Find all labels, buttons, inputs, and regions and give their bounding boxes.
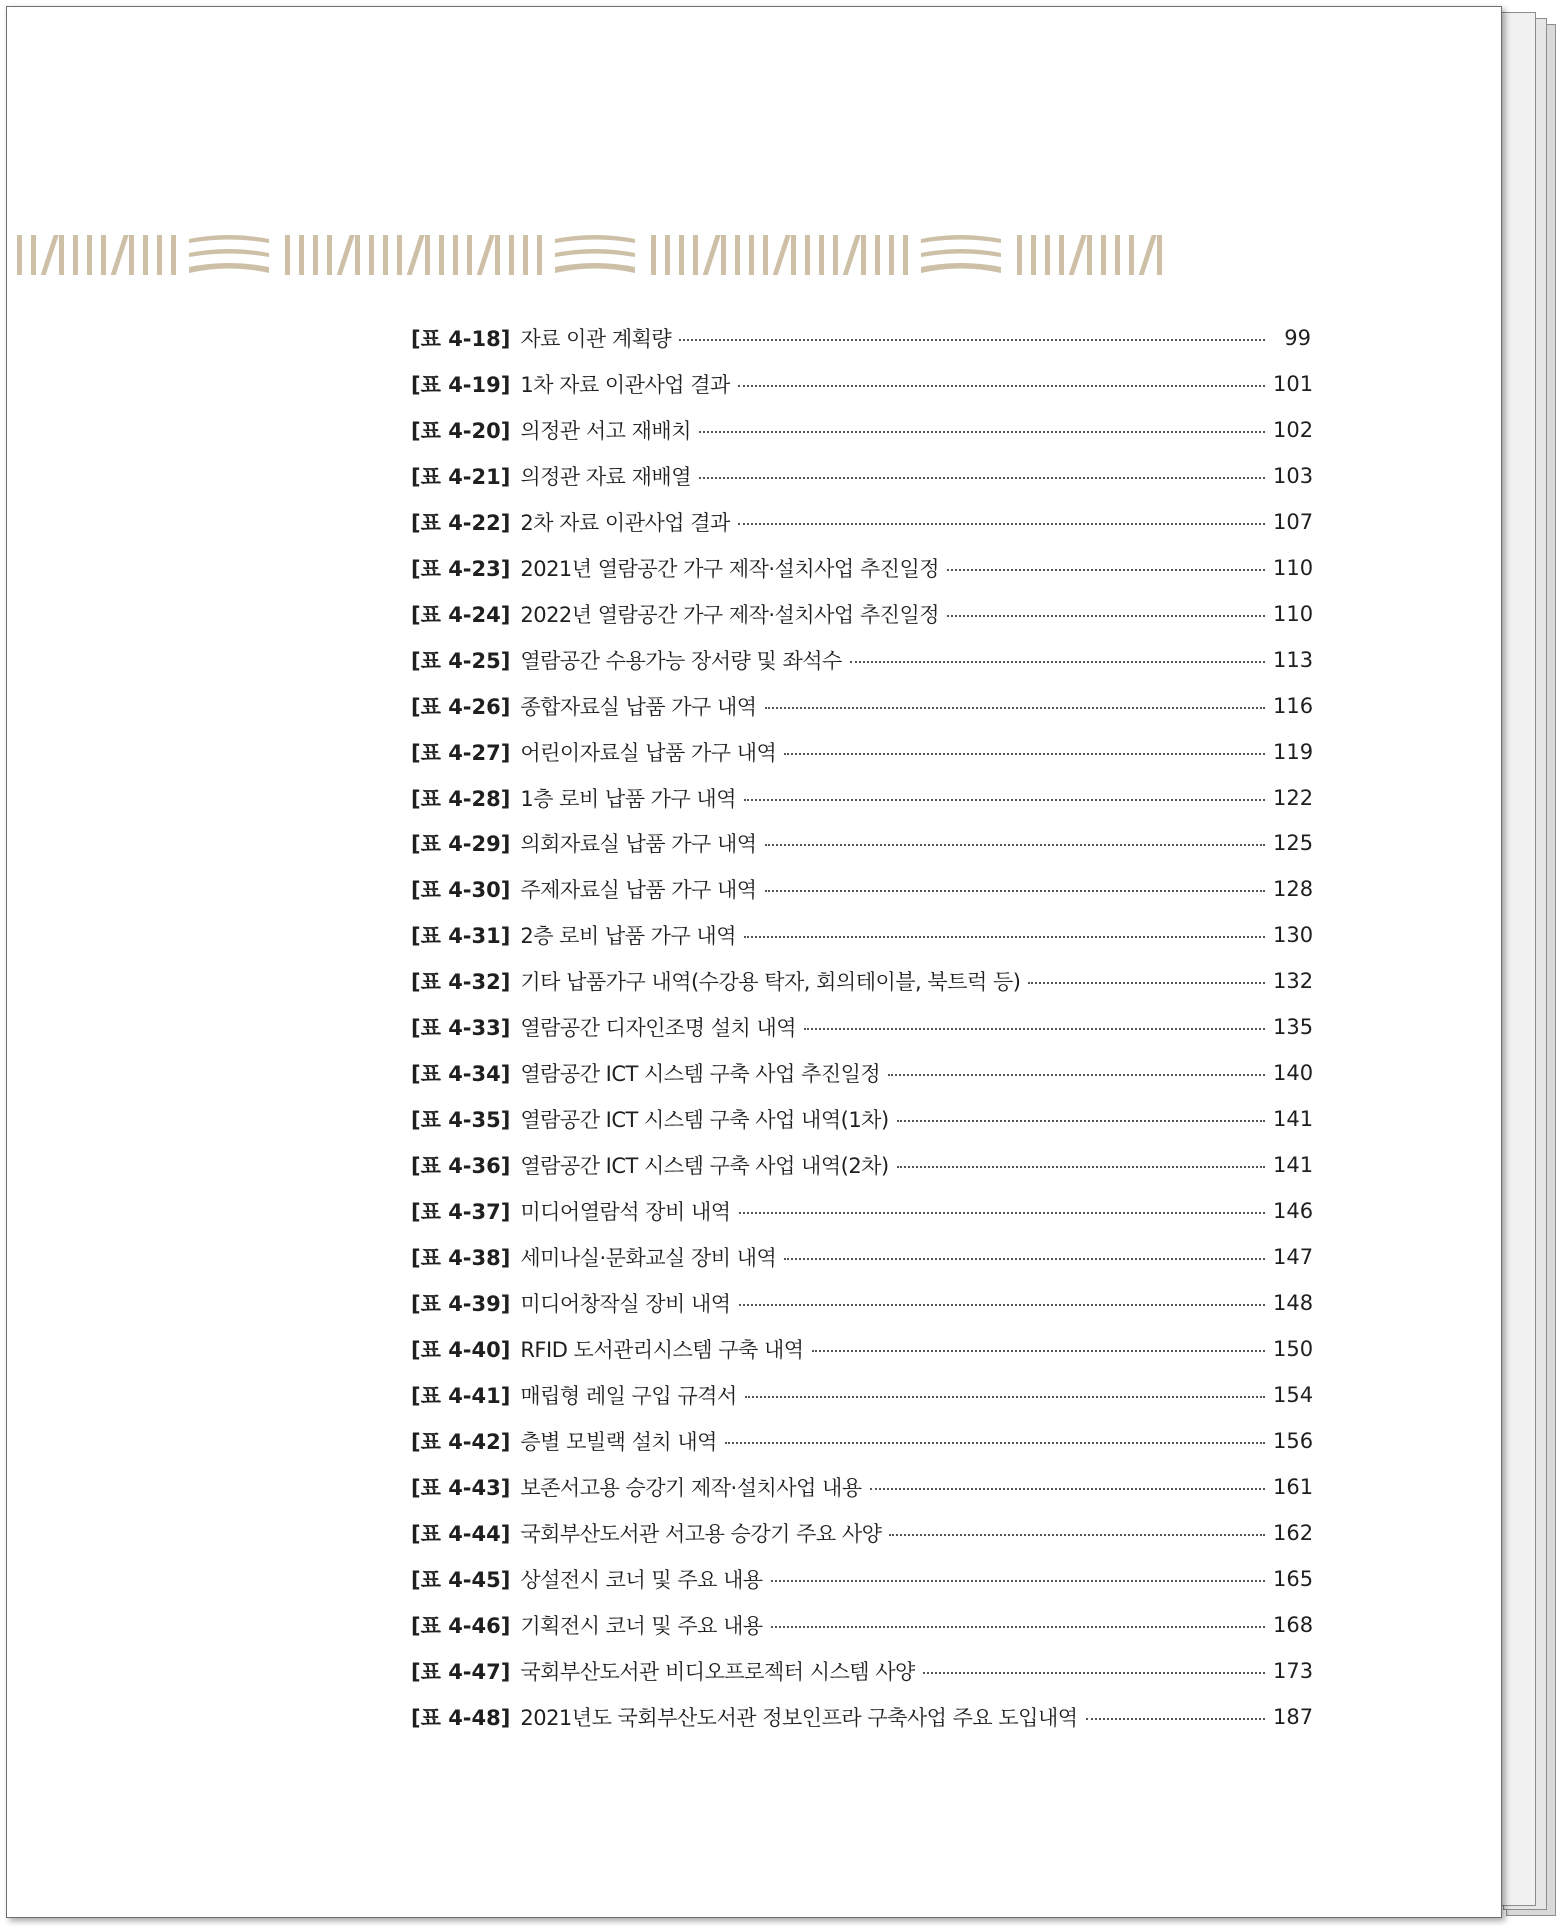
dot-leader — [739, 1212, 1265, 1214]
pattern-stroke — [439, 235, 444, 275]
pattern-stroke — [1017, 235, 1022, 275]
pattern-stroke — [1115, 235, 1120, 275]
pattern-stroke — [861, 235, 866, 275]
pattern-stroke — [1087, 235, 1092, 275]
page-number: 130 — [1273, 923, 1314, 948]
pattern-stroke — [477, 235, 495, 275]
pattern-stroke — [369, 235, 374, 275]
pattern-stroke — [833, 235, 838, 275]
pattern-stroke — [41, 235, 59, 275]
dot-leader — [744, 936, 1265, 938]
page-number: 113 — [1273, 647, 1314, 672]
pattern-stroke — [651, 235, 656, 275]
pattern-stroke — [313, 235, 318, 275]
page-number: 173 — [1273, 1658, 1314, 1683]
pattern-stroke — [143, 235, 148, 275]
pattern-stroke — [735, 235, 740, 275]
toc-entry[interactable] — [411, 1605, 1314, 1645]
table-title: 매립형 레일 구입 규격서 — [520, 1383, 737, 1408]
toc-entry[interactable] — [411, 502, 1314, 542]
toc-entry[interactable] — [411, 1053, 1314, 1093]
table-title: 보존서고용 승강기 제작·설치사업 내용 — [520, 1475, 862, 1500]
toc-entry[interactable] — [411, 778, 1314, 818]
table-title: 상설전시 코너 및 주요 내용 — [520, 1567, 763, 1592]
pattern-stroke — [111, 235, 129, 275]
dot-leader — [812, 1350, 1265, 1352]
page-number: 146 — [1273, 1199, 1314, 1224]
table-title: 어린이자료실 납품 가구 내역 — [520, 740, 777, 765]
table-number-label: [표 4-44] — [411, 1521, 511, 1546]
pattern-stroke — [31, 235, 36, 275]
table-title: 열람공간 ICT 시스템 구축 사업 내역(2차) — [520, 1154, 889, 1179]
page-number: 110 — [1273, 601, 1314, 626]
toc-entry[interactable] — [411, 640, 1314, 680]
table-number-label: [표 4-43] — [411, 1475, 511, 1500]
toc-entry[interactable] — [411, 410, 1314, 450]
table-number-label: [표 4-28] — [411, 786, 511, 811]
toc-entry[interactable] — [411, 1099, 1314, 1139]
dot-leader — [850, 661, 1265, 663]
book-page — [6, 6, 1502, 1918]
toc-entry[interactable] — [411, 1697, 1314, 1737]
pattern-stroke — [407, 235, 425, 275]
table-title: 미디어열람석 장비 내역 — [520, 1200, 731, 1225]
dot-leader — [947, 615, 1265, 617]
table-number-label: [표 4-45] — [411, 1567, 511, 1592]
toc-entry[interactable] — [411, 961, 1314, 1001]
table-title: 의회자료실 납품 가구 내역 — [520, 832, 757, 857]
toc-entry[interactable] — [411, 1559, 1314, 1599]
pattern-stroke — [1069, 235, 1087, 275]
pattern-stroke — [425, 235, 430, 275]
dot-leader — [725, 1442, 1265, 1444]
page-number: 119 — [1273, 739, 1314, 764]
table-number-label: [표 4-26] — [411, 694, 511, 719]
pattern-stroke — [397, 235, 402, 275]
pattern-stroke — [495, 235, 500, 275]
pattern-stroke — [327, 235, 332, 275]
dot-leader — [744, 799, 1265, 801]
table-number-label: [표 4-23] — [411, 556, 511, 581]
table-number-label: [표 4-34] — [411, 1062, 511, 1087]
dot-leader — [765, 707, 1265, 709]
toc-entry[interactable] — [411, 1467, 1314, 1507]
pattern-stroke — [337, 235, 355, 275]
dot-leader — [804, 1028, 1265, 1030]
table-title: 1층 로비 납품 가구 내역 — [520, 786, 736, 811]
dot-leader — [765, 844, 1265, 846]
dot-leader — [897, 1166, 1265, 1168]
table-number-label: [표 4-39] — [411, 1291, 511, 1316]
pattern-stroke — [889, 235, 894, 275]
dot-leader — [738, 385, 1265, 387]
page-number: 103 — [1273, 463, 1314, 488]
table-title: 종합자료실 납품 가구 내역 — [520, 694, 757, 719]
table-number-label: [표 4-25] — [411, 648, 511, 673]
table-number-label: [표 4-32] — [411, 970, 511, 995]
page-number: 141 — [1273, 1153, 1314, 1178]
dot-leader — [771, 1626, 1265, 1628]
table-title: 기타 납품가구 내역(수강용 탁자, 회의테이블, 북트럭 등) — [520, 970, 1021, 995]
pattern-stroke — [1045, 235, 1050, 275]
table-title: 자료 이관 계획량 — [520, 327, 672, 351]
dot-leader — [699, 431, 1265, 433]
toc-entry[interactable] — [411, 1237, 1314, 1277]
toc-entry[interactable] — [411, 686, 1314, 726]
dot-leader — [889, 1534, 1265, 1536]
pattern-stroke — [285, 235, 290, 275]
table-number-label: [표 4-42] — [411, 1429, 511, 1454]
page-number: 140 — [1273, 1061, 1314, 1086]
table-title: 1차 자료 이관사업 결과 — [520, 372, 730, 397]
table-title: RFID 도서관리시스템 구축 내역 — [520, 1337, 804, 1362]
dot-leader — [784, 753, 1265, 755]
pattern-stroke — [523, 235, 528, 275]
table-number-label: [표 4-19] — [411, 372, 511, 397]
pattern-stroke — [1129, 235, 1134, 275]
page-number: 122 — [1273, 785, 1314, 810]
page-number: 128 — [1273, 877, 1314, 902]
page-number: 135 — [1273, 1015, 1314, 1040]
table-number-label: [표 4-35] — [411, 1108, 511, 1133]
page-number: 102 — [1273, 417, 1314, 442]
toc-entry[interactable] — [411, 594, 1314, 634]
table-number-label: [표 4-48] — [411, 1705, 511, 1730]
page-number: 161 — [1273, 1474, 1314, 1499]
table-title: 기획전시 코너 및 주요 내용 — [520, 1613, 763, 1638]
page-number: 165 — [1273, 1566, 1314, 1591]
pattern-stroke — [1059, 235, 1064, 275]
table-title: 국회부산도서관 비디오프로젝터 시스템 사양 — [520, 1659, 915, 1684]
table-number-label: [표 4-24] — [411, 602, 511, 627]
pattern-stroke — [665, 235, 670, 275]
table-number-label: [표 4-38] — [411, 1246, 511, 1270]
pattern-stroke — [1139, 235, 1157, 275]
page-number: 148 — [1273, 1290, 1314, 1315]
pattern-stroke — [157, 235, 162, 275]
page-number: 162 — [1273, 1520, 1314, 1545]
pattern-stroke — [383, 235, 388, 275]
pattern-stroke — [1031, 235, 1036, 275]
pattern-stroke — [355, 235, 360, 275]
toc-entry[interactable] — [411, 548, 1314, 588]
toc-entry[interactable] — [411, 364, 1314, 404]
dot-leader — [888, 1074, 1265, 1076]
page-number: 107 — [1273, 509, 1314, 534]
table-number-label: [표 4-37] — [411, 1200, 511, 1225]
toc-entry[interactable] — [411, 1191, 1314, 1231]
page-number: 150 — [1273, 1336, 1314, 1361]
table-number-label: [표 4-30] — [411, 878, 511, 903]
pattern-stroke — [749, 235, 754, 275]
pattern-stroke — [171, 235, 176, 275]
toc-entry[interactable] — [411, 456, 1314, 496]
toc-entry[interactable] — [411, 1375, 1314, 1415]
table-title: 의정관 자료 재배열 — [520, 464, 691, 489]
table-title: 국회부산도서관 서고용 승강기 주요 사양 — [520, 1521, 882, 1546]
toc-entry[interactable] — [411, 1007, 1314, 1047]
pattern-stroke — [791, 235, 796, 275]
page-number: 154 — [1273, 1382, 1314, 1407]
table-title: 2차 자료 이관사업 결과 — [520, 510, 730, 535]
dot-leader — [738, 523, 1265, 525]
pattern-stroke — [763, 235, 768, 275]
table-title: 의정관 서고 재배치 — [520, 418, 691, 443]
pattern-stroke — [721, 235, 726, 275]
pattern-stroke — [805, 235, 810, 275]
pattern-stroke — [875, 235, 880, 275]
pattern-wave — [921, 235, 1001, 273]
page-number: 110 — [1273, 555, 1314, 580]
pattern-stroke — [1157, 235, 1162, 275]
table-number-label: [표 4-18] — [411, 327, 511, 351]
table-number-label: [표 4-40] — [411, 1337, 511, 1362]
table-title: 열람공간 디자인조명 설치 내역 — [520, 1016, 797, 1041]
pattern-stroke — [87, 235, 92, 275]
pattern-stroke — [101, 235, 106, 275]
pattern-stroke — [59, 235, 64, 275]
page-number: 101 — [1273, 371, 1314, 396]
pattern-stroke — [537, 235, 542, 275]
table-number-label: [표 4-22] — [411, 510, 511, 535]
table-title: 2022년 열람공간 가구 제작·설치사업 추진일정 — [520, 602, 940, 627]
table-title: 층별 모빌랙 설치 내역 — [520, 1429, 717, 1454]
page-number: 99 — [1284, 326, 1311, 350]
dot-leader — [1028, 982, 1265, 984]
pattern-wave — [555, 235, 635, 273]
pattern-stroke — [129, 235, 134, 275]
table-number-label: [표 4-46] — [411, 1613, 511, 1638]
toc-entry[interactable] — [411, 869, 1314, 909]
pattern-stroke — [679, 235, 684, 275]
pattern-stroke — [843, 235, 861, 275]
toc-entry[interactable] — [411, 823, 1314, 863]
table-number-label: [표 4-20] — [411, 418, 511, 443]
table-number-label: [표 4-41] — [411, 1383, 511, 1408]
table-number-label: [표 4-47] — [411, 1659, 511, 1684]
page-number: 168 — [1273, 1612, 1314, 1637]
dot-leader — [897, 1120, 1265, 1122]
toc-entry[interactable] — [411, 915, 1314, 955]
table-number-label: [표 4-29] — [411, 832, 511, 857]
pattern-stroke — [903, 235, 908, 275]
pattern-wave — [189, 235, 269, 273]
toc-entry[interactable] — [411, 1145, 1314, 1185]
toc-entry[interactable] — [411, 1421, 1314, 1461]
decorative-pattern-band — [11, 231, 1501, 281]
page-number: 156 — [1273, 1428, 1314, 1453]
page-number: 187 — [1273, 1704, 1314, 1729]
dot-leader — [745, 1396, 1265, 1398]
table-title: 2021년 열람공간 가구 제작·설치사업 추진일정 — [520, 556, 940, 581]
toc-entry[interactable] — [411, 732, 1314, 772]
pattern-stroke — [299, 235, 304, 275]
page-number: 132 — [1273, 969, 1314, 994]
toc-entry[interactable] — [411, 1651, 1314, 1691]
dot-leader — [771, 1580, 1265, 1582]
pattern-stroke — [773, 235, 791, 275]
pattern-stroke — [703, 235, 721, 275]
dot-leader — [739, 1304, 1265, 1306]
table-title: 미디어창작실 장비 내역 — [520, 1291, 731, 1316]
table-number-label: [표 4-31] — [411, 924, 511, 949]
pattern-stroke — [453, 235, 458, 275]
pattern-stroke — [467, 235, 472, 275]
dot-leader — [947, 569, 1265, 571]
toc-entry[interactable] — [411, 1513, 1314, 1553]
pattern-stroke — [693, 235, 698, 275]
toc-entry[interactable] — [411, 1283, 1314, 1323]
dot-leader — [923, 1672, 1265, 1674]
pattern-stroke — [17, 235, 22, 275]
dot-leader — [870, 1488, 1265, 1490]
pattern-stroke — [1101, 235, 1106, 275]
page-number: 116 — [1273, 693, 1314, 718]
table-title: 열람공간 수용가능 장서량 및 좌석수 — [520, 648, 842, 673]
table-title: 열람공간 ICT 시스템 구축 사업 추진일정 — [520, 1062, 881, 1087]
table-number-label: [표 4-21] — [411, 464, 511, 489]
table-number-label: [표 4-36] — [411, 1154, 511, 1179]
page-number: 147 — [1273, 1245, 1314, 1269]
dot-leader — [699, 477, 1265, 479]
book-edge-front — [1500, 12, 1536, 1906]
table-title: 주제자료실 납품 가구 내역 — [520, 878, 757, 903]
table-title: 2층 로비 납품 가구 내역 — [520, 924, 736, 949]
toc-entry[interactable] — [411, 318, 1311, 358]
page-number: 125 — [1273, 831, 1314, 856]
pattern-stroke — [819, 235, 824, 275]
table-title: 2021년도 국회부산도서관 정보인프라 구축사업 주요 도입내역 — [520, 1705, 1078, 1730]
dot-leader — [679, 339, 1265, 341]
pattern-stroke — [509, 235, 514, 275]
table-title: 세미나실·문화교실 장비 내역 — [520, 1246, 777, 1270]
dot-leader — [1086, 1718, 1265, 1720]
page-number: 141 — [1273, 1107, 1314, 1132]
toc-entry[interactable] — [411, 1329, 1314, 1369]
dot-leader — [765, 890, 1265, 892]
table-number-label: [표 4-33] — [411, 1016, 511, 1041]
table-title: 열람공간 ICT 시스템 구축 사업 내역(1차) — [520, 1108, 889, 1133]
pattern-stroke — [73, 235, 78, 275]
table-number-label: [표 4-27] — [411, 740, 511, 765]
dot-leader — [784, 1258, 1265, 1260]
